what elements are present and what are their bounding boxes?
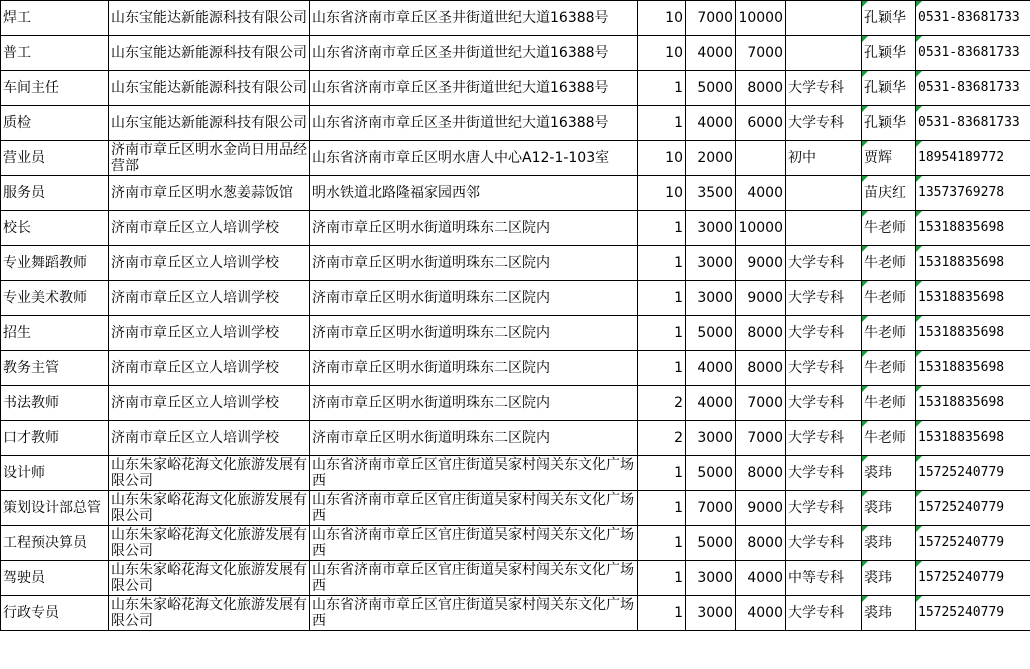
cell-contact[interactable]: 裘玮 <box>862 526 916 561</box>
cell-phone[interactable]: 18954189772 <box>916 141 1030 176</box>
cell-company[interactable]: 山东宝能达新能源科技有限公司 <box>109 106 310 141</box>
cell-company[interactable]: 济南市章丘区立人培训学校 <box>109 281 310 316</box>
table-row <box>1 141 1030 176</box>
cell-education[interactable] <box>786 211 862 246</box>
table-row <box>1 421 1030 456</box>
cell-company[interactable]: 山东宝能达新能源科技有限公司 <box>109 71 310 106</box>
cell-address[interactable]: 山东省济南市章丘区官庄街道吴家村闯关东文化广场西 <box>310 491 638 526</box>
cell-education[interactable]: 大学专科 <box>786 71 862 106</box>
cell-contact[interactable]: 孔颖华 <box>862 71 916 106</box>
cell-contact[interactable]: 苗庆红 <box>862 176 916 211</box>
cell-phone[interactable]: 0531-83681733 <box>916 1 1030 36</box>
cell-address[interactable]: 济南市章丘区明水街道明珠东二区院内 <box>310 386 638 421</box>
cell-address[interactable]: 山东省济南市章丘区明水唐人中心A12-1-103室 <box>310 141 638 176</box>
cell-job-title[interactable]: 营业员 <box>1 141 109 176</box>
cell-salary-max[interactable] <box>736 141 786 176</box>
cell-address[interactable]: 山东省济南市章丘区圣井街道世纪大道16388号 <box>310 1 638 36</box>
table-row <box>1 526 1030 561</box>
cell-education[interactable]: 中等专科 <box>786 561 862 596</box>
cell-salary-max[interactable]: 9000 <box>736 246 786 281</box>
cell-education[interactable] <box>786 176 862 211</box>
cell-company[interactable]: 济南市章丘区立人培训学校 <box>109 386 310 421</box>
table-row <box>1 456 1030 491</box>
table-body <box>1 1 1030 631</box>
cell-headcount[interactable]: 1 <box>638 281 686 316</box>
cell-job-title[interactable]: 车间主任 <box>1 71 109 106</box>
cell-job-title[interactable]: 口才教师 <box>1 421 109 456</box>
cell-salary-max[interactable]: 7000 <box>736 36 786 71</box>
cell-address[interactable]: 明水铁道北路隆福家园西邻 <box>310 176 638 211</box>
cell-address[interactable]: 济南市章丘区明水街道明珠东二区院内 <box>310 211 638 246</box>
cell-headcount[interactable]: 1 <box>638 596 686 631</box>
cell-company[interactable]: 山东朱家峪花海文化旅游发展有限公司 <box>109 526 310 561</box>
cell-education[interactable]: 大学专科 <box>786 526 862 561</box>
cell-address[interactable]: 山东省济南市章丘区圣井街道世纪大道16388号 <box>310 36 638 71</box>
cell-salary-min[interactable]: 5000 <box>686 456 736 491</box>
cell-salary-min[interactable]: 3500 <box>686 176 736 211</box>
table-row <box>1 211 1030 246</box>
cell-company[interactable]: 济南市章丘区立人培训学校 <box>109 351 310 386</box>
cell-salary-min[interactable]: 3000 <box>686 281 736 316</box>
cell-address[interactable]: 山东省济南市章丘区官庄街道吴家村闯关东文化广场西 <box>310 561 638 596</box>
cell-salary-min[interactable]: 3000 <box>686 561 736 596</box>
cell-contact[interactable]: 裘玮 <box>862 596 916 631</box>
cell-contact[interactable]: 孔颖华 <box>862 1 916 36</box>
cell-contact[interactable]: 裘玮 <box>862 491 916 526</box>
cell-company[interactable]: 山东宝能达新能源科技有限公司 <box>109 36 310 71</box>
cell-job-title[interactable]: 设计师 <box>1 456 109 491</box>
cell-phone[interactable]: 15318835698 <box>916 211 1030 246</box>
cell-headcount[interactable]: 2 <box>638 421 686 456</box>
cell-salary-min[interactable]: 7000 <box>686 491 736 526</box>
cell-salary-min[interactable]: 3000 <box>686 596 736 631</box>
cell-salary-min[interactable]: 3000 <box>686 246 736 281</box>
cell-phone[interactable]: 15318835698 <box>916 281 1030 316</box>
cell-salary-min[interactable]: 5000 <box>686 316 736 351</box>
cell-headcount[interactable]: 1 <box>638 456 686 491</box>
table-row <box>1 351 1030 386</box>
cell-salary-max[interactable]: 10000 <box>736 211 786 246</box>
cell-phone[interactable]: 15725240779 <box>916 526 1030 561</box>
cell-education[interactable]: 大学专科 <box>786 421 862 456</box>
cell-job-title[interactable]: 专业美术教师 <box>1 281 109 316</box>
cell-address[interactable]: 山东省济南市章丘区官庄街道吴家村闯关东文化广场西 <box>310 456 638 491</box>
cell-address[interactable]: 山东省济南市章丘区官庄街道吴家村闯关东文化广场西 <box>310 526 638 561</box>
table-row <box>1 246 1030 281</box>
cell-education[interactable]: 大学专科 <box>786 281 862 316</box>
cell-phone[interactable]: 0531-83681733 <box>916 36 1030 71</box>
cell-phone[interactable]: 0531-83681733 <box>916 106 1030 141</box>
cell-salary-min[interactable]: 5000 <box>686 526 736 561</box>
cell-company[interactable]: 济南市章丘区明水金尚日用品经营部 <box>109 141 310 176</box>
cell-education[interactable]: 大学专科 <box>786 491 862 526</box>
cell-phone[interactable]: 15725240779 <box>916 456 1030 491</box>
cell-headcount[interactable]: 10 <box>638 36 686 71</box>
cell-salary-min[interactable]: 4000 <box>686 106 736 141</box>
cell-salary-max[interactable]: 7000 <box>736 386 786 421</box>
table-row <box>1 36 1030 71</box>
cell-job-title[interactable]: 驾驶员 <box>1 561 109 596</box>
cell-headcount[interactable]: 1 <box>638 71 686 106</box>
cell-salary-max[interactable]: 4000 <box>736 176 786 211</box>
cell-phone[interactable]: 15318835698 <box>916 316 1030 351</box>
cell-company[interactable]: 山东朱家峪花海文化旅游发展有限公司 <box>109 491 310 526</box>
cell-job-title[interactable]: 书法教师 <box>1 386 109 421</box>
cell-job-title[interactable]: 工程预决算员 <box>1 526 109 561</box>
cell-education[interactable]: 大学专科 <box>786 106 862 141</box>
cell-address[interactable]: 山东省济南市章丘区圣井街道世纪大道16388号 <box>310 71 638 106</box>
table-row <box>1 281 1030 316</box>
cell-salary-max[interactable]: 9000 <box>736 491 786 526</box>
cell-contact[interactable]: 牛老师 <box>862 421 916 456</box>
table-row <box>1 561 1030 596</box>
cell-contact[interactable]: 裘玮 <box>862 561 916 596</box>
cell-salary-min[interactable]: 4000 <box>686 36 736 71</box>
cell-salary-max[interactable]: 8000 <box>736 316 786 351</box>
cell-company[interactable]: 山东宝能达新能源科技有限公司 <box>109 1 310 36</box>
cell-headcount[interactable]: 10 <box>638 1 686 36</box>
cell-company[interactable]: 济南市章丘区立人培训学校 <box>109 246 310 281</box>
cell-salary-max[interactable]: 8000 <box>736 351 786 386</box>
cell-contact[interactable]: 孔颖华 <box>862 36 916 71</box>
cell-salary-min[interactable]: 7000 <box>686 1 736 36</box>
cell-contact[interactable]: 孔颖华 <box>862 106 916 141</box>
cell-phone[interactable]: 15318835698 <box>916 421 1030 456</box>
cell-company[interactable]: 山东朱家峪花海文化旅游发展有限公司 <box>109 561 310 596</box>
cell-education[interactable]: 初中 <box>786 141 862 176</box>
cell-job-title[interactable]: 专业舞蹈教师 <box>1 246 109 281</box>
cell-address[interactable]: 济南市章丘区明水街道明珠东二区院内 <box>310 246 638 281</box>
cell-education[interactable] <box>786 36 862 71</box>
cell-salary-min[interactable]: 5000 <box>686 71 736 106</box>
cell-contact[interactable]: 牛老师 <box>862 246 916 281</box>
cell-contact[interactable]: 牛老师 <box>862 281 916 316</box>
cell-headcount[interactable]: 10 <box>638 141 686 176</box>
cell-headcount[interactable]: 1 <box>638 351 686 386</box>
cell-phone[interactable]: 15318835698 <box>916 386 1030 421</box>
cell-phone[interactable]: 13573769278 <box>916 176 1030 211</box>
cell-phone[interactable]: 15725240779 <box>916 561 1030 596</box>
cell-salary-max[interactable]: 4000 <box>736 596 786 631</box>
cell-education[interactable]: 大学专科 <box>786 596 862 631</box>
cell-company[interactable]: 山东朱家峪花海文化旅游发展有限公司 <box>109 596 310 631</box>
cell-address[interactable]: 济南市章丘区明水街道明珠东二区院内 <box>310 351 638 386</box>
cell-salary-max[interactable]: 4000 <box>736 561 786 596</box>
cell-headcount[interactable]: 1 <box>638 526 686 561</box>
cell-job-title[interactable]: 招生 <box>1 316 109 351</box>
cell-company[interactable]: 山东朱家峪花海文化旅游发展有限公司 <box>109 456 310 491</box>
cell-education[interactable]: 大学专科 <box>786 386 862 421</box>
cell-phone[interactable]: 15318835698 <box>916 246 1030 281</box>
cell-job-title[interactable]: 教务主管 <box>1 351 109 386</box>
cell-phone[interactable]: 0531-83681733 <box>916 71 1030 106</box>
cell-phone[interactable]: 15318835698 <box>916 351 1030 386</box>
cell-company[interactable]: 济南市章丘区明水葱姜蒜饭馆 <box>109 176 310 211</box>
cell-contact[interactable]: 贾辉 <box>862 141 916 176</box>
cell-contact[interactable]: 牛老师 <box>862 316 916 351</box>
table-row <box>1 596 1030 631</box>
table-row <box>1 491 1030 526</box>
cell-headcount[interactable]: 1 <box>638 316 686 351</box>
cell-salary-max[interactable]: 8000 <box>736 71 786 106</box>
table-row <box>1 316 1030 351</box>
cell-headcount[interactable]: 1 <box>638 106 686 141</box>
table-row <box>1 386 1030 421</box>
cell-education[interactable]: 大学专科 <box>786 351 862 386</box>
cell-phone[interactable]: 15725240779 <box>916 596 1030 631</box>
cell-address[interactable]: 山东省济南市章丘区官庄街道吴家村闯关东文化广场西 <box>310 596 638 631</box>
cell-contact[interactable]: 牛老师 <box>862 351 916 386</box>
cell-address[interactable]: 济南市章丘区明水街道明珠东二区院内 <box>310 281 638 316</box>
cell-education[interactable]: 大学专科 <box>786 246 862 281</box>
cell-headcount[interactable]: 1 <box>638 246 686 281</box>
cell-salary-max[interactable]: 10000 <box>736 1 786 36</box>
cell-company[interactable]: 济南市章丘区立人培训学校 <box>109 211 310 246</box>
cell-phone[interactable]: 15725240779 <box>916 491 1030 526</box>
cell-salary-min[interactable]: 3000 <box>686 211 736 246</box>
cell-headcount[interactable]: 1 <box>638 561 686 596</box>
cell-job-title[interactable]: 策划设计部总管 <box>1 491 109 526</box>
cell-salary-min[interactable]: 2000 <box>686 141 736 176</box>
cell-salary-max[interactable]: 7000 <box>736 421 786 456</box>
cell-company[interactable]: 济南市章丘区立人培训学校 <box>109 421 310 456</box>
cell-contact[interactable]: 牛老师 <box>862 386 916 421</box>
cell-company[interactable]: 济南市章丘区立人培训学校 <box>109 316 310 351</box>
cell-job-title[interactable]: 质检 <box>1 106 109 141</box>
cell-job-title[interactable]: 普工 <box>1 36 109 71</box>
cell-salary-max[interactable]: 8000 <box>736 526 786 561</box>
cell-job-title[interactable]: 焊工 <box>1 1 109 36</box>
table-row <box>1 71 1030 106</box>
cell-salary-max[interactable]: 8000 <box>736 456 786 491</box>
cell-address[interactable]: 济南市章丘区明水街道明珠东二区院内 <box>310 421 638 456</box>
cell-headcount[interactable]: 1 <box>638 491 686 526</box>
table-row <box>1 176 1030 211</box>
table-row <box>1 1 1030 36</box>
cell-salary-max[interactable]: 9000 <box>736 281 786 316</box>
cell-job-title[interactable]: 行政专员 <box>1 596 109 631</box>
cell-job-title[interactable]: 校长 <box>1 211 109 246</box>
cell-headcount[interactable]: 2 <box>638 386 686 421</box>
cell-education[interactable]: 大学专科 <box>786 456 862 491</box>
cell-headcount[interactable]: 10 <box>638 176 686 211</box>
cell-education[interactable] <box>786 1 862 36</box>
cell-contact[interactable]: 裘玮 <box>862 456 916 491</box>
cell-address[interactable]: 山东省济南市章丘区圣井街道世纪大道16388号 <box>310 106 638 141</box>
cell-salary-max[interactable]: 6000 <box>736 106 786 141</box>
cell-headcount[interactable]: 1 <box>638 211 686 246</box>
cell-education[interactable]: 大学专科 <box>786 316 862 351</box>
cell-address[interactable]: 济南市章丘区明水街道明珠东二区院内 <box>310 316 638 351</box>
cell-salary-min[interactable]: 3000 <box>686 421 736 456</box>
table-row <box>1 106 1030 141</box>
cell-salary-min[interactable]: 4000 <box>686 386 736 421</box>
cell-salary-min[interactable]: 4000 <box>686 351 736 386</box>
cell-contact[interactable]: 牛老师 <box>862 211 916 246</box>
cell-job-title[interactable]: 服务员 <box>1 176 109 211</box>
